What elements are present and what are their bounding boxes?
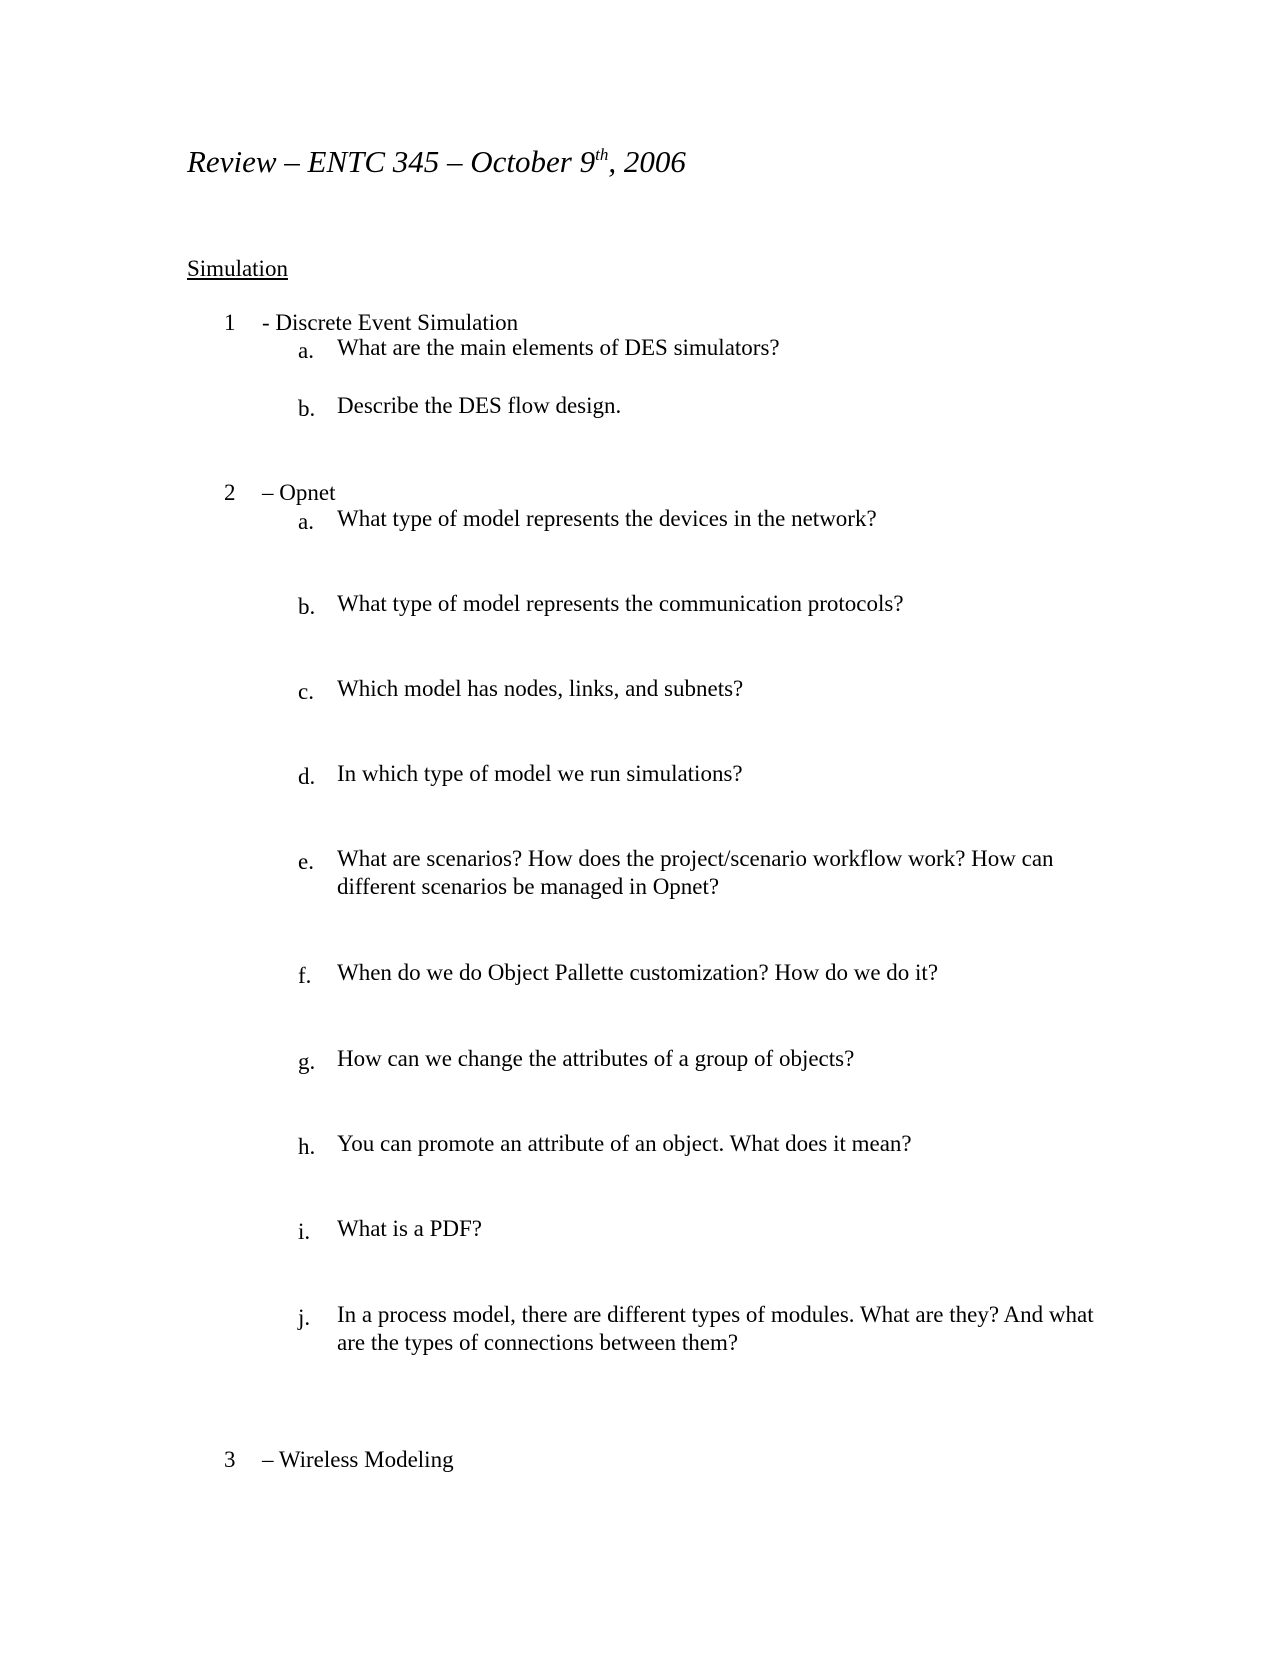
question-letter: g. [298, 1049, 316, 1074]
title-superscript: th [595, 145, 609, 165]
question-text: What is a PDF? [337, 1216, 483, 1241]
item-label: – Opnet [262, 480, 336, 505]
question-text: How can we change the attributes of a group of objects? [337, 1046, 855, 1071]
item-number: 1 [224, 310, 236, 335]
question-letter: a. [298, 509, 314, 534]
question-text: In which type of model we run simulations? [337, 761, 743, 786]
question-text: Describe the DES flow design. [337, 393, 622, 418]
question-text: When do we do Object Pallette customization? How do we do it? [337, 960, 939, 985]
page-title [187, 146, 686, 177]
question-letter: h. [298, 1134, 316, 1159]
question-letter: b. [298, 396, 316, 421]
question-letter: b. [298, 594, 316, 619]
question-letter: e. [298, 849, 314, 874]
question-text: What are the main elements of DES simulators? [337, 335, 780, 360]
question-letter: f. [298, 963, 312, 988]
item-number: 3 [224, 1447, 236, 1472]
title-tail: , 2006 [608, 144, 686, 179]
question-text: What type of model represents the devices in the network? [337, 506, 877, 531]
question-letter: c. [298, 679, 314, 704]
question-text: In a process model, there are different types of modules. What are they? And what are the types of connections between them? [337, 1302, 1094, 1355]
question-text: Which model has nodes, links, and subnets? [337, 676, 744, 701]
item-label: – Wireless Modeling [262, 1447, 454, 1472]
title-main: Review – ENTC 345 – October 9 [187, 144, 596, 179]
question-letter: i. [298, 1219, 311, 1244]
item-label: - Discrete Event Simulation [262, 310, 519, 335]
item-number: 2 [224, 480, 236, 505]
question-letter: a. [298, 338, 314, 363]
question-text: What type of model represents the communication protocols? [337, 591, 904, 616]
question-text: What are scenarios? How does the project/scenario workflow work? How can different scenarios be managed in Opnet? [337, 846, 1054, 899]
section-heading: Simulation [187, 256, 288, 281]
question-letter: d. [298, 764, 316, 789]
question-text: You can promote an attribute of an object. What does it mean? [337, 1131, 912, 1156]
question-letter: j. [298, 1305, 311, 1330]
